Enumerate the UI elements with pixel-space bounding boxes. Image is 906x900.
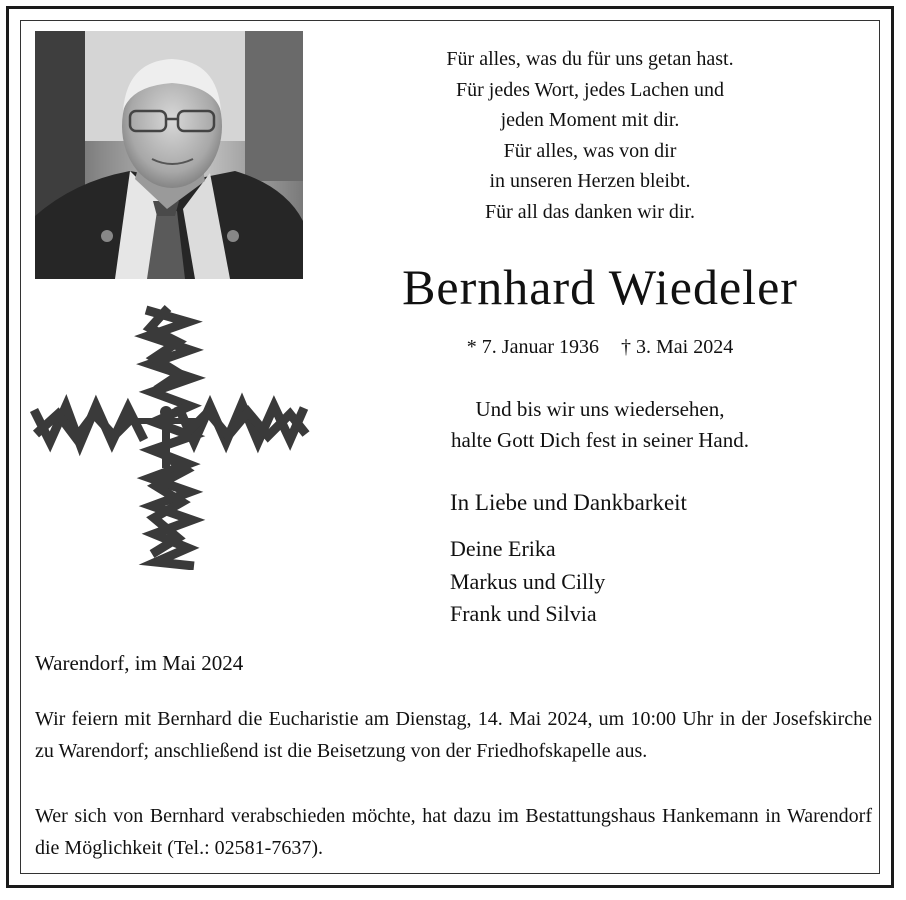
poem-line: in unseren Herzen bleibt. — [489, 170, 691, 192]
portrait-photo — [35, 31, 303, 279]
birth-date: * 7. Januar 1936 — [466, 336, 599, 358]
poem-line: Für all das danken wir dir. — [485, 200, 695, 223]
mourner-name: Frank und Silvia — [450, 601, 597, 626]
poem — [355, 44, 825, 227]
service-info: Wir feiern mit Bernhard die Eucharistie am Dienstag, 14. Mai 2024, um 10:00 Uhr in der Josefskirche zu Warendorf; anschließend ist die Beisetzung von der Friedhofskapelle aus. — [35, 708, 872, 762]
poem-line: Für alles, was von dir — [503, 139, 677, 162]
verse — [360, 394, 840, 456]
farewell-info: Wer sich von Bernhard verabschieden möchte, hat dazu im Bestattungshaus Hankemann in Warendorf die Möglichkeit (Tel.: 02581-7637). — [35, 805, 872, 859]
mourners-heading: In Liebe und Dankbarkeit — [450, 490, 687, 515]
place-date: Warendorf, im Mai 2024 — [35, 651, 244, 675]
poem-line: Für alles, was du für uns getan hast. — [446, 48, 734, 70]
verse-line: halte Gott Dich fest in seiner Hand. — [451, 428, 749, 452]
verse-line: Und bis wir uns wiedersehen, — [475, 397, 725, 421]
mourner-name: Markus und Cilly — [450, 568, 606, 594]
death-date: † 3. Mai 2024 — [620, 336, 734, 358]
mourners-list — [450, 533, 605, 631]
zigzag-cross-icon — [28, 302, 310, 570]
deceased-name: Bernhard Wiedeler — [402, 259, 798, 315]
mourner-name: Deine Erika — [450, 536, 556, 561]
poem-line: jeden Moment mit dir. — [500, 109, 680, 131]
life-dates — [380, 336, 820, 359]
poem-line: Für jedes Wort, jedes Lachen und — [456, 78, 724, 101]
